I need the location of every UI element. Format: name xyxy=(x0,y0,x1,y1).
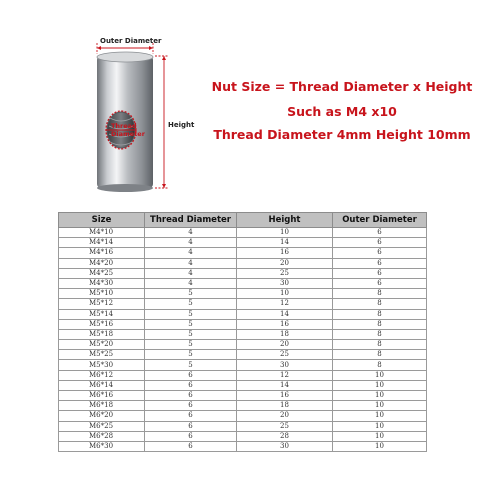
cell-thread-diameter: 6 xyxy=(145,441,237,451)
cell-size: M4*30 xyxy=(59,278,145,288)
cell-size: M5*18 xyxy=(59,329,145,339)
header-height: Height xyxy=(237,213,333,228)
cylinder-bottom xyxy=(97,184,153,192)
table-row xyxy=(59,248,427,258)
cell-size: M4*14 xyxy=(59,238,145,248)
cell-size: M5*10 xyxy=(59,289,145,299)
headline-formula: Nut Size = Thread Diameter x Height xyxy=(211,79,473,94)
cell-height: 14 xyxy=(237,309,333,319)
cell-outer-diameter: 6 xyxy=(333,248,427,258)
cell-outer-diameter: 6 xyxy=(333,268,427,278)
cell-size: M5*30 xyxy=(59,360,145,370)
cell-thread-diameter: 5 xyxy=(145,350,237,360)
cell-outer-diameter: 6 xyxy=(333,228,427,238)
thread-label-line1: Thread xyxy=(111,122,137,130)
cell-thread-diameter: 4 xyxy=(145,248,237,258)
arrow-left-icon xyxy=(97,46,101,50)
cell-outer-diameter: 10 xyxy=(333,370,427,380)
cell-thread-diameter: 4 xyxy=(145,238,237,248)
cell-outer-diameter: 8 xyxy=(333,319,427,329)
cell-height: 16 xyxy=(237,391,333,401)
cell-outer-diameter: 10 xyxy=(333,380,427,390)
cell-size: M6*12 xyxy=(59,370,145,380)
cell-thread-diameter: 6 xyxy=(145,431,237,441)
cell-size: M4*10 xyxy=(59,228,145,238)
table-row xyxy=(59,278,427,288)
cell-thread-diameter: 5 xyxy=(145,329,237,339)
cell-thread-diameter: 5 xyxy=(145,340,237,350)
table-row xyxy=(59,258,427,268)
cell-size: M4*16 xyxy=(59,248,145,258)
header-size: Size xyxy=(59,213,145,228)
table-row xyxy=(59,329,427,339)
cell-size: M6*28 xyxy=(59,431,145,441)
cell-outer-diameter: 10 xyxy=(333,411,427,421)
header-thread-diameter: Thread Diameter xyxy=(145,213,237,228)
cell-thread-diameter: 6 xyxy=(145,391,237,401)
barrel-nut-drawing xyxy=(0,0,200,205)
table-row xyxy=(59,289,427,299)
cell-thread-diameter: 5 xyxy=(145,299,237,309)
cell-height: 25 xyxy=(237,268,333,278)
table-row xyxy=(59,391,427,401)
cell-height: 25 xyxy=(237,350,333,360)
outer-diameter-label: Outer Diameter xyxy=(100,37,162,45)
table-row xyxy=(59,421,427,431)
thread-label-line2: Diameter xyxy=(111,130,145,138)
cylinder-top xyxy=(97,52,153,62)
cell-outer-diameter: 6 xyxy=(333,278,427,288)
cell-height: 18 xyxy=(237,329,333,339)
arrow-right-icon xyxy=(149,46,153,50)
table-row xyxy=(59,401,427,411)
cell-size: M6*25 xyxy=(59,421,145,431)
cell-size: M4*20 xyxy=(59,258,145,268)
cell-outer-diameter: 8 xyxy=(333,299,427,309)
table-row xyxy=(59,380,427,390)
thread-diameter-label xyxy=(111,122,145,138)
size-spec-table xyxy=(58,212,427,452)
cell-size: M4*25 xyxy=(59,268,145,278)
cell-height: 18 xyxy=(237,401,333,411)
cell-thread-diameter: 4 xyxy=(145,268,237,278)
table-row xyxy=(59,431,427,441)
cell-size: M6*16 xyxy=(59,391,145,401)
table-row xyxy=(59,340,427,350)
cell-height: 20 xyxy=(237,340,333,350)
table-row xyxy=(59,411,427,421)
cell-outer-diameter: 8 xyxy=(333,350,427,360)
cell-thread-diameter: 6 xyxy=(145,411,237,421)
cell-height: 20 xyxy=(237,258,333,268)
cell-size: M6*30 xyxy=(59,441,145,451)
table-row xyxy=(59,350,427,360)
cell-thread-diameter: 4 xyxy=(145,278,237,288)
cell-size: M5*16 xyxy=(59,319,145,329)
cell-outer-diameter: 8 xyxy=(333,329,427,339)
cell-height: 10 xyxy=(237,228,333,238)
cell-size: M6*18 xyxy=(59,401,145,411)
cell-size: M6*14 xyxy=(59,380,145,390)
arrow-up-icon xyxy=(162,56,166,60)
cell-outer-diameter: 10 xyxy=(333,401,427,411)
cell-height: 30 xyxy=(237,360,333,370)
cell-thread-diameter: 5 xyxy=(145,309,237,319)
cell-height: 12 xyxy=(237,370,333,380)
cell-height: 14 xyxy=(237,238,333,248)
table-row xyxy=(59,228,427,238)
table-row xyxy=(59,360,427,370)
cell-height: 16 xyxy=(237,248,333,258)
cell-size: M5*14 xyxy=(59,309,145,319)
table-row xyxy=(59,441,427,451)
cell-thread-diameter: 6 xyxy=(145,421,237,431)
cell-size: M5*20 xyxy=(59,340,145,350)
cell-size: M5*25 xyxy=(59,350,145,360)
table-row xyxy=(59,309,427,319)
product-illustration xyxy=(0,0,200,205)
headline-example: Such as M4 x10 xyxy=(287,104,397,119)
table-row xyxy=(59,299,427,309)
table-row xyxy=(59,319,427,329)
headline-explanation: Thread Diameter 4mm Height 10mm xyxy=(213,127,471,142)
cell-height: 30 xyxy=(237,278,333,288)
cell-height: 14 xyxy=(237,380,333,390)
cell-outer-diameter: 6 xyxy=(333,238,427,248)
cell-outer-diameter: 10 xyxy=(333,431,427,441)
header-outer-diameter: Outer Diameter xyxy=(333,213,427,228)
cell-thread-diameter: 5 xyxy=(145,289,237,299)
height-label: Height xyxy=(168,121,195,129)
cell-outer-diameter: 8 xyxy=(333,289,427,299)
cell-outer-diameter: 8 xyxy=(333,309,427,319)
cell-size: M5*12 xyxy=(59,299,145,309)
cell-thread-diameter: 4 xyxy=(145,228,237,238)
cell-height: 16 xyxy=(237,319,333,329)
cell-height: 30 xyxy=(237,441,333,451)
table-row xyxy=(59,238,427,248)
cell-height: 20 xyxy=(237,411,333,421)
cell-outer-diameter: 6 xyxy=(333,258,427,268)
cell-thread-diameter: 6 xyxy=(145,380,237,390)
cell-outer-diameter: 10 xyxy=(333,421,427,431)
table-header-row xyxy=(59,213,427,228)
arrow-down-icon xyxy=(162,184,166,188)
cell-outer-diameter: 8 xyxy=(333,340,427,350)
table-body xyxy=(59,228,427,452)
cell-height: 10 xyxy=(237,289,333,299)
cell-thread-diameter: 6 xyxy=(145,401,237,411)
cell-outer-diameter: 10 xyxy=(333,441,427,451)
cell-thread-diameter: 5 xyxy=(145,319,237,329)
cell-outer-diameter: 10 xyxy=(333,391,427,401)
cell-height: 25 xyxy=(237,421,333,431)
cell-thread-diameter: 6 xyxy=(145,370,237,380)
cell-thread-diameter: 4 xyxy=(145,258,237,268)
table-row xyxy=(59,370,427,380)
cell-thread-diameter: 5 xyxy=(145,360,237,370)
cell-size: M6*20 xyxy=(59,411,145,421)
cell-height: 12 xyxy=(237,299,333,309)
table-row xyxy=(59,268,427,278)
cell-outer-diameter: 8 xyxy=(333,360,427,370)
cell-height: 28 xyxy=(237,431,333,441)
